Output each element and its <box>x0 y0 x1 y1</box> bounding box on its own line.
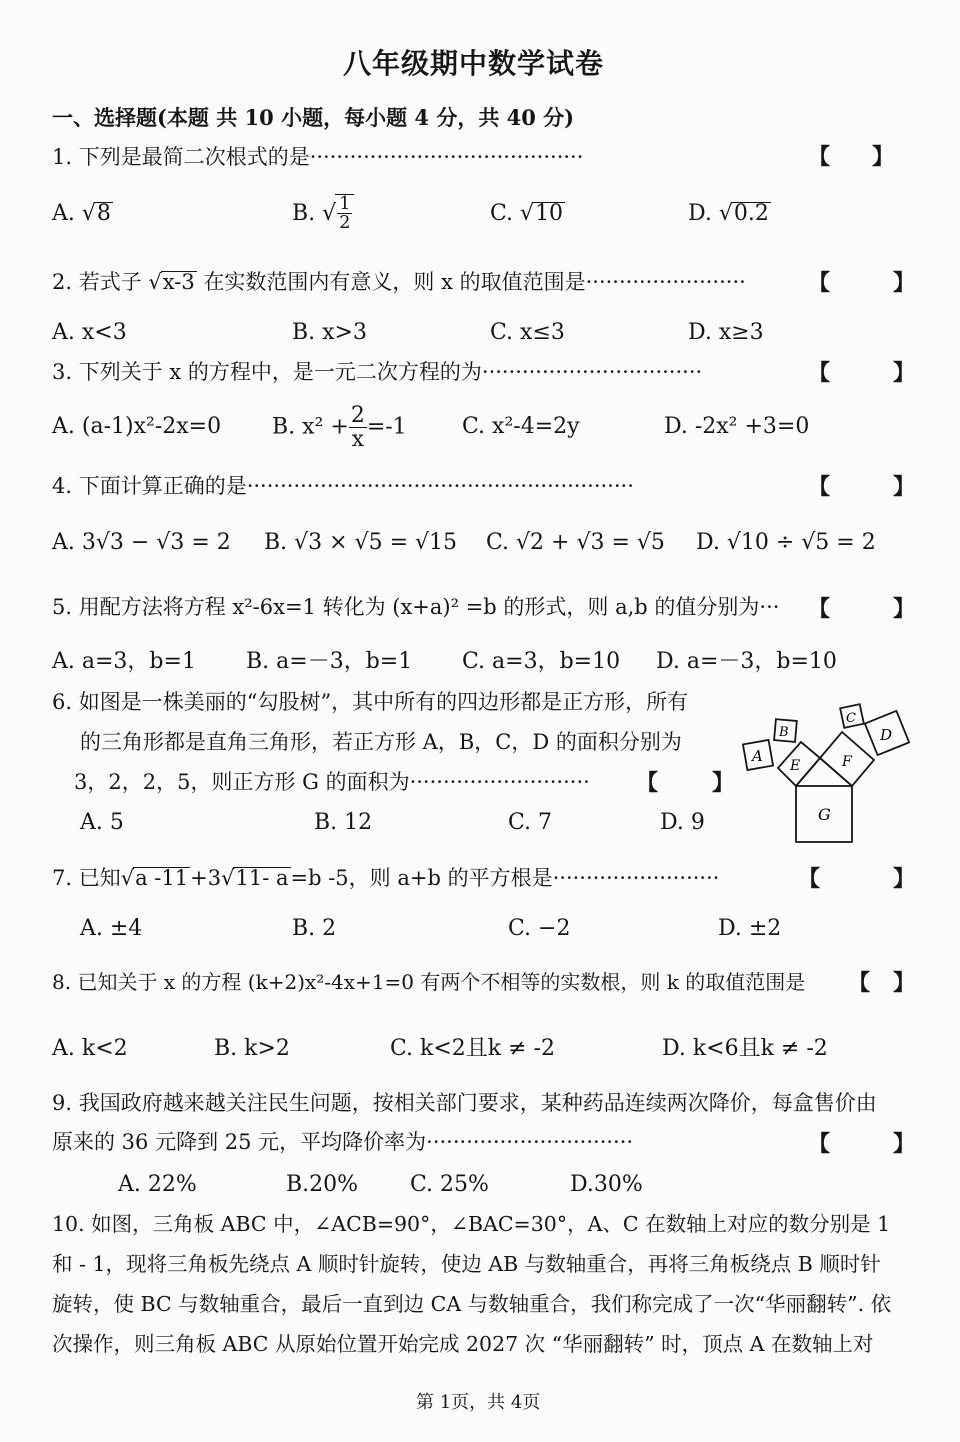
question-5-stem: 5. 用配方法将方程 x²-6x=1 转化为 (x+a)² =b 的形式，则 a,b 的值分别为··· <box>52 595 780 619</box>
question-2-option-a: A. x<3 <box>52 320 127 345</box>
answer-bracket-left: 【 <box>848 970 871 996</box>
question-7-stem: 7. 已知√a -11+3√11- a=b -5，则 a+b 的平方根是························· <box>52 866 720 890</box>
question-1-option-c: C. √10 <box>490 201 564 226</box>
label-e: E <box>790 758 801 774</box>
question-7-option-d: D. ±2 <box>718 916 782 941</box>
answer-bracket-left: 【 <box>808 1131 831 1157</box>
question-8-option-c: C. k<2且k ≠ -2 <box>390 1036 555 1061</box>
answer-bracket-left: 【 <box>808 270 831 296</box>
question-9-option-a: A. 22% <box>118 1172 197 1197</box>
question-6-line-1: 6. 如图是一株美丽的“勾股树”，其中所有的四边形都是正方形，所有 <box>52 690 689 714</box>
question-2-option-b: B. x>3 <box>292 320 367 345</box>
question-5-option-d: D. a=－3，b=10 <box>656 649 837 674</box>
answer-bracket-right: 】 <box>872 144 895 170</box>
answer-bracket-right: 】 <box>893 474 916 500</box>
question-2-option-c: C. x≤3 <box>490 320 565 345</box>
question-4-option-a: A. 3√3 − √3 = 2 <box>52 530 231 555</box>
question-8-option-b: B. k>2 <box>214 1036 290 1061</box>
question-4-option-b: B. √3 × √5 = √15 <box>264 530 458 555</box>
question-8-stem: 8. 已知关于 x 的方程 (k+2)x²-4x+1=0 有两个不相等的实数根，则 k 的取值范围是 <box>52 970 806 994</box>
question-10-line-1: 10. 如图，三角板 ABC 中，∠ACB=90°，∠BAC=30°，A、C 在数轴上对应的数分别是 1 <box>52 1212 891 1236</box>
section-heading: 一、选择题(本题 共 10 小题，每小题 4 分，共 40 分) <box>52 105 575 130</box>
page-footer: 第 1页，共 4页 <box>416 1392 541 1413</box>
question-9-line-1: 9. 我国政府越来越关注民生问题，按相关部门要求，某种药品连续两次降价，每盒售价由 <box>52 1091 877 1115</box>
question-2-stem: 2. 若式子 √x-3 在实数范围内有意义，则 x 的取值范围是························ <box>52 270 746 294</box>
question-3-stem: 3. 下列关于 x 的方程中，是一元二次方程的为································· <box>52 360 703 384</box>
question-8-option-a: A. k<2 <box>52 1036 128 1061</box>
question-3-option-a: A. (a-1)x²-2x=0 <box>52 414 222 439</box>
answer-bracket-right: 】 <box>893 866 916 892</box>
question-1-option-b: B. √ $\frac{1}{2}$ <box>292 194 354 233</box>
label-g: G <box>818 805 831 824</box>
label-b: B <box>779 725 789 740</box>
question-6-line-2: 的三角形都是直角三角形，若正方形 A，B，C，D 的面积分别为 <box>80 730 682 754</box>
question-7-option-a: A. ±4 <box>80 916 143 941</box>
question-4-stem: 4. 下面计算正确的是·························································· <box>52 474 634 498</box>
question-7-option-b: B. 2 <box>292 916 337 941</box>
label-c: C <box>846 711 856 726</box>
question-6-option-c: C. 7 <box>508 810 553 835</box>
question-1-option-a: A. √8 <box>52 201 111 226</box>
question-3-option-c: C. x²-4=2y <box>462 414 580 439</box>
answer-bracket-left: 【 <box>808 474 831 500</box>
answer-bracket-left: 【 <box>808 596 831 622</box>
question-6-option-d: D. 9 <box>660 810 705 835</box>
question-10-line-3: 旋转，使 BC 与数轴重合，最后一直到边 CA 与数轴重合，我们称完成了一次“华丽翻转”. 依 <box>52 1292 892 1316</box>
question-9-line-2: 原来的 36 元降到 25 元，平均降价率为······························· <box>52 1130 634 1154</box>
question-3-option-b: B. x² + $\frac{2}{x}$ =-1 <box>272 403 407 453</box>
answer-bracket-left: 【 <box>636 770 659 796</box>
question-3-option-d: D. -2x² +3=0 <box>664 414 810 439</box>
question-9-option-b: B.20% <box>286 1172 359 1197</box>
label-d: D <box>880 726 893 744</box>
pythagoras-tree-figure <box>738 700 918 850</box>
question-4-option-d: D. √10 ÷ √5 = 2 <box>696 530 876 555</box>
question-1-stem: 1. 下列是最简二次根式的是········································· <box>52 145 584 169</box>
answer-bracket-right: 】 <box>712 770 735 796</box>
label-a: A <box>752 747 763 765</box>
answer-bracket-left: 【 <box>798 866 821 892</box>
question-8-option-d: D. k<6且k ≠ -2 <box>662 1036 828 1061</box>
answer-bracket-left: 【 <box>808 144 831 170</box>
question-5-option-c: C. a=3，b=10 <box>462 649 621 674</box>
question-6-option-a: A. 5 <box>80 810 124 835</box>
question-9-option-d: D.30% <box>570 1172 643 1197</box>
question-4-option-c: C. √2 + √3 = √5 <box>486 530 665 555</box>
answer-bracket-right: 】 <box>893 970 916 996</box>
question-1-option-d: D. √0.2 <box>688 201 769 226</box>
answer-bracket-right: 】 <box>893 1131 916 1157</box>
answer-bracket-left: 【 <box>808 360 831 386</box>
answer-bracket-right: 】 <box>893 270 916 296</box>
question-10-line-4: 次操作，则三角板 ABC 从原始位置开始完成 2027 次 “华丽翻转” 时，顶点 A 在数轴上对 <box>52 1332 874 1356</box>
page-title: 八年级期中数学试卷 <box>343 47 605 80</box>
question-9-option-c: C. 25% <box>410 1172 489 1197</box>
question-5-option-a: A. a=3，b=1 <box>52 649 196 674</box>
question-7-option-c: C. −2 <box>508 916 571 941</box>
question-10-line-2: 和 - 1，现将三角板先绕点 A 顺时针旋转，使边 AB 与数轴重合，再将三角板绕点 B 顺时针 <box>52 1252 881 1276</box>
question-6-line-3: 3，2，2，5，则正方形 G 的面积为··························· <box>74 770 590 794</box>
question-6-option-b: B. 12 <box>314 810 373 835</box>
label-f: F <box>842 754 852 770</box>
question-5-option-b: B. a=－3，b=1 <box>246 649 413 674</box>
answer-bracket-right: 】 <box>893 596 916 622</box>
answer-bracket-right: 】 <box>893 360 916 386</box>
question-2-option-d: D. x≥3 <box>688 320 764 345</box>
